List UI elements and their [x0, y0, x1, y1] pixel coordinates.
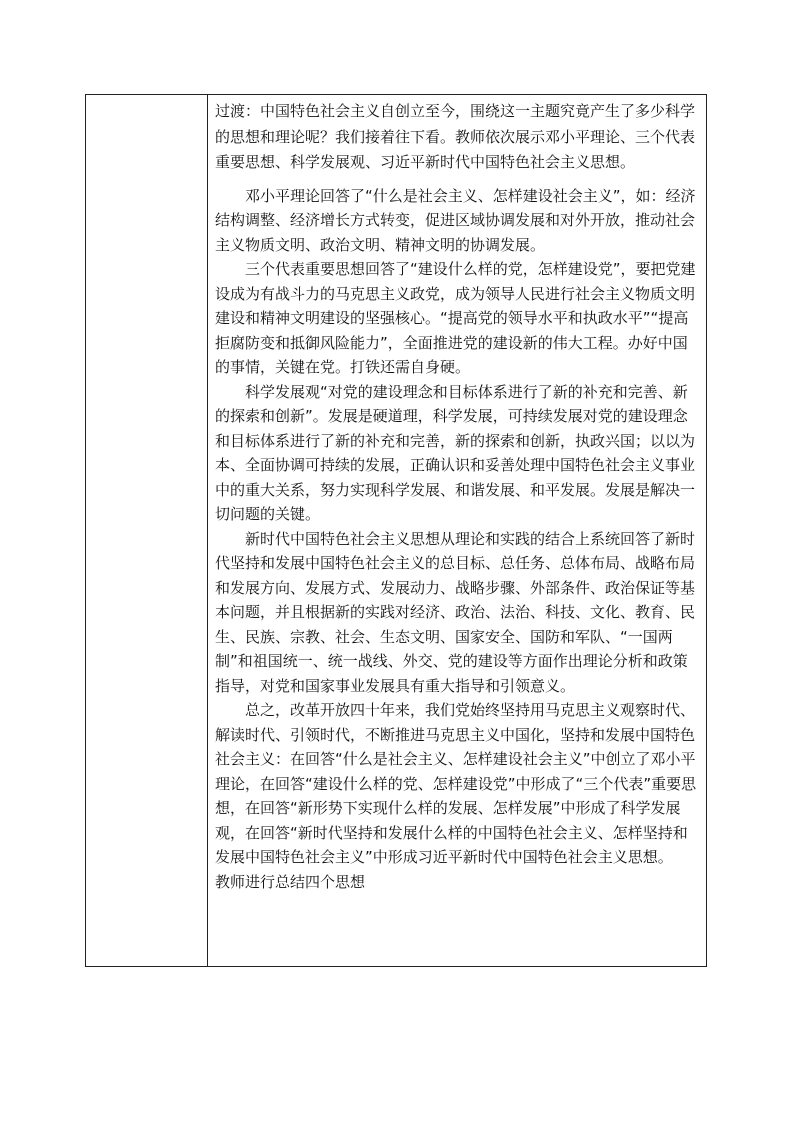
closing-line: 教师进行总结四个思想 [215, 872, 366, 891]
deng-theory-paragraph: 邓小平理论回答了“什么是社会主义、怎样建设社会主义”，如：经济结构调整、经济增长方式转变，促进区域协调发展和对外开放，推动社会主义物质文明、政治文明、精神文明的协调发展。 [215, 186, 696, 254]
scientific-outlook-paragraph: 科学发展观“对党的建设理念和目标体系进行了新的补充和完善、新的探索和创新”。发展是硬道理，科学发展，可持续发展对党的建设理念和目标体系进行了新的补充和完善，新的探索和创新，执政兴国；以以为本、全面协调可持续的发展，正确认识和妥善处理中国特色社会主义事业中的重大关系，努力实现科学发展、和谐发展、和平发展。发展是解决一切问题的关键。 [215, 382, 696, 523]
table-left-cell [86, 95, 208, 966]
summary-paragraph: 总之，改革开放四十年来，我们党始终坚持用马克思主义观察时代、解读时代、引领时代，不断推进马克思主义中国化，坚持和发展中国特色社会主义：在回答“什么是社会主义、怎样建设社会主义”中创立了邓小平理论，在回答“建设什么样的党、怎样建设党”中形成了“三个代表”重要思想，在回答“新形势下实现什么样的发展、怎样发展”中形成了科学发展观，在回答“新时代坚持和发展什么样的中国特色社会主义、怎样坚持和发展中国特色社会主义”中形成习近平新时代中国特色社会主义思想。 [215, 701, 697, 866]
table-content-cell [208, 95, 706, 966]
transition-paragraph: 过渡：中国特色社会主义自创立至今，围绕这一主题究竟产生了多少科学的思想和理论呢？我们接着往下看。教师依次展示邓小平理论、三个代表重要思想、科学发展观、习近平新时代中国特色社会主义思想。 [215, 102, 696, 171]
lesson-table [85, 94, 707, 967]
xi-thought-paragraph: 新时代中国特色社会主义思想从理论和实践的结合上系统回答了新时代坚持和发展中国特色社会主义的总目标、总任务、总体布局、战略布局和发展方向、发展方式、发展动力、战略步骤、外部条件、政治保证等基本问题，并且根据新的实践对经济、政治、法治、科技、文化、教育、民生、民族、宗教、社会、生态文明、国家安全、国防和军队、“一国两制”和祖国统一、统一战线、外交、党的建设等方面作出理论分析和政策指导，对党和国家事业发展具有重大指导和引领意义。 [215, 529, 696, 695]
three-represents-paragraph: 三个代表重要思想回答了“建设什么样的党，怎样建设党”，要把党建设成为有战斗力的马克思主义政党，成为领导人民进行社会主义物质文明建设和精神文明建设的坚强核心。“提高党的领导水平和执政水平”“提高拒腐防变和抵御风险能力”，全面推进党的建设新的伟大工程。办好中国的事情，关键在党。打铁还需自身硬。 [215, 260, 696, 376]
